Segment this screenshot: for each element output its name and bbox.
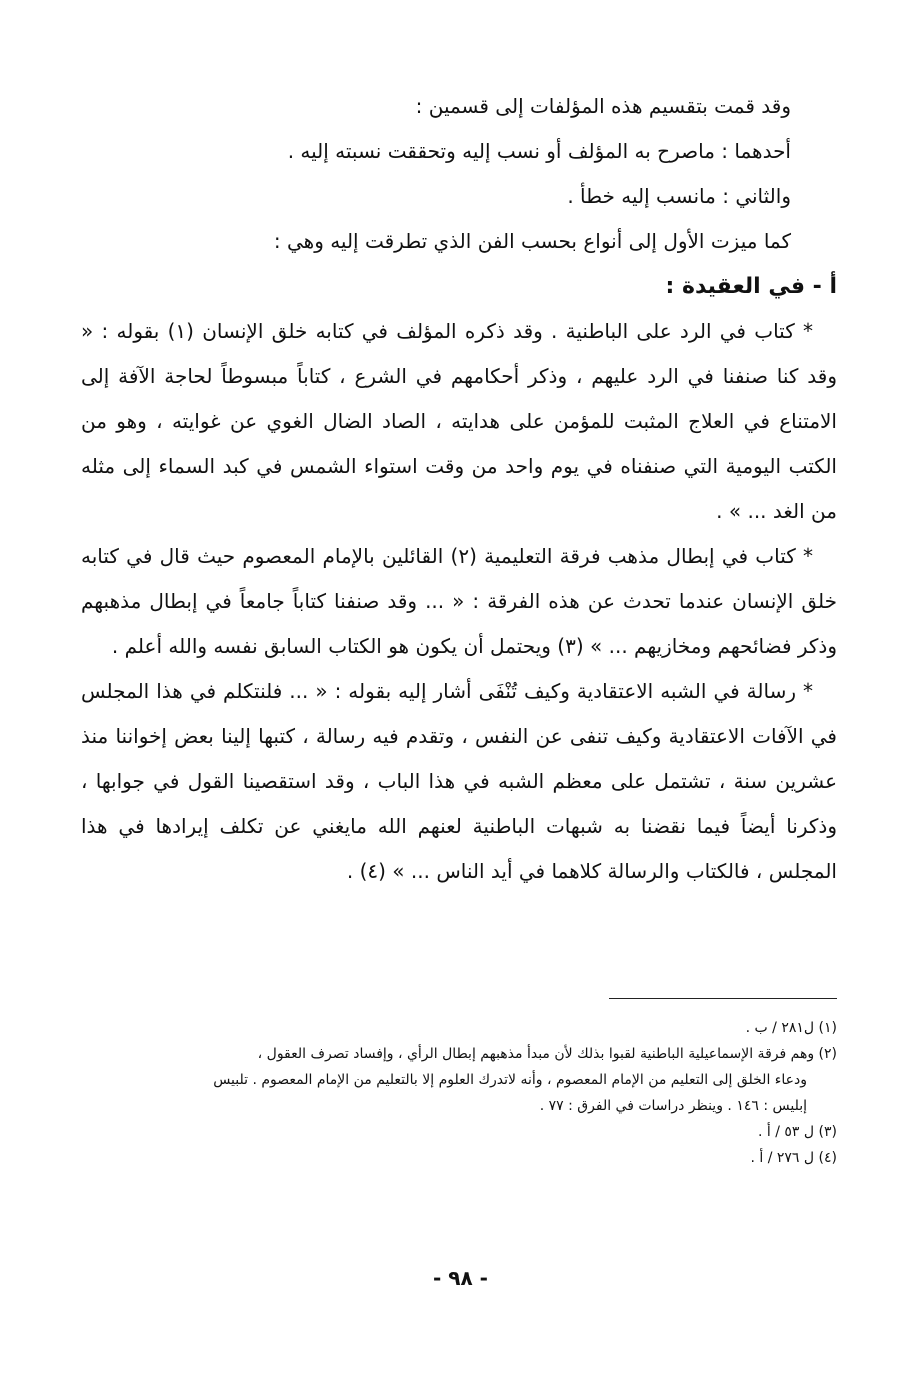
item-talimiyya: * كتاب في إبطال مذهب فرقة التعليمية (٢) القائلين بالإمام المعصوم حيث قال في كتابه خلق الإنسان عندما تحدث عن هذه الفرقة : « ... وقد صنفنا كتاباً جامعاً في إبطال مذهبهم وذكر فضائحهم ومخازيهم ... » (٣) ويحتمل أن يكون هو الكتاب السابق نفسه والله أعلم . xyxy=(81,544,837,658)
main-text xyxy=(81,84,837,894)
section-heading: أ - في العقيدة : xyxy=(665,274,837,299)
footnote-divider xyxy=(609,998,837,999)
page-number: - ٩٨ - xyxy=(433,1266,488,1290)
footnotes xyxy=(81,1015,837,1171)
footnote-2-end: إبليس : ١٤٦ . وينظر دراسات في الفرق : ٧٧ . xyxy=(539,1098,807,1114)
footnote-4: (٤) ل ٢٧٦ / أ . xyxy=(750,1150,837,1166)
intro-line-1: وقد قمت بتقسيم هذه المؤلفات إلى قسمين : xyxy=(415,94,791,118)
footnote-2: (٢) وهم فرقة الإسماعيلية الباطنية لقبوا بذلك لأن مبدأ مذهبهم إبطال الرأي ، وإفساد تصرف العقول ، xyxy=(257,1046,837,1062)
footnote-2-continued: ودعاء الخلق إلى التعليم من الإمام المعصوم ، وأنه لاتدرك العلوم إلا بالتعليم من الإمام المعصوم . تلبيس xyxy=(213,1072,807,1088)
intro-line-3: والثاني : مانسب إليه خطأ . xyxy=(567,184,791,208)
footnote-1: (١) ل٢٨١ / ب . xyxy=(745,1020,837,1036)
intro-line-4: كما ميزت الأول إلى أنواع بحسب الفن الذي تطرقت إليه وهي : xyxy=(273,229,791,253)
item-refutation-batiniyya: * كتاب في الرد على الباطنية . وقد ذكره المؤلف في كتابه خلق الإنسان (١) بقوله : « وقد كنا صنفنا في الرد عليهم ، وذكر أحكامهم في الشرع ، كتاباً مبسوطاً لحاجة الآفة إلى الامتناع في العلاج المثبت للمؤمن على هدايته ، الصاد الضال الغوي عن غوايته ، وهو من الكتب اليومية التي صنفناه في يوم واحد من وقت استواء الشمس في كبد السماء إلى مثله من الغد ... » . xyxy=(81,319,837,523)
intro-line-2: أحدهما : ماصرح به المؤلف أو نسب إليه وتحققت نسبته إليه . xyxy=(287,139,791,163)
item-doubts-treatise: * رسالة في الشبه الاعتقادية وكيف تُنْفَى أشار إليه بقوله : « ... فلنتكلم في هذا المجلس في الآفات الاعتقادية وكيف تنفى عن النفس ، وتقدم فيه رسالة ، كتبها إلينا بعض إخواننا منذ عشرين سنة ، تشتمل على معظم الشبه في هذا الباب ، وقد استقصينا القول في جوابها ، وذكرنا أيضاً فيما نقضنا به شبهات الباطنية لعنهم الله مايغني عن تكلف إيرادها في هذا المجلس ، فالكتاب والرسالة كلاهما في أيد الناس ... » (٤) . xyxy=(81,679,837,883)
footnote-3: (٣) ل ٥٣ / أ . xyxy=(757,1124,837,1140)
